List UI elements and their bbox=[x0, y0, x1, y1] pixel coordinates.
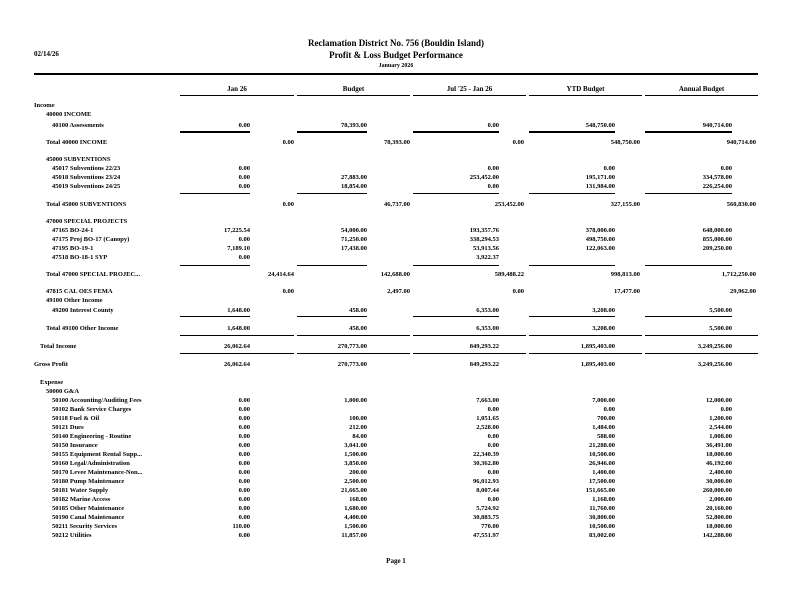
table-row bbox=[0, 173, 792, 182]
row-label: 49100 Other Income bbox=[46, 297, 103, 304]
subtotal-rule bbox=[645, 193, 732, 194]
cell-value: 0.00 bbox=[487, 496, 499, 503]
row-label: 50121 Dues bbox=[52, 424, 84, 431]
cell-value: 11,760.00 bbox=[589, 505, 615, 512]
table-row bbox=[0, 101, 792, 110]
cell-value: 17,438.00 bbox=[341, 245, 367, 252]
cell-value: 1,500.00 bbox=[344, 523, 367, 530]
cell-value: 0.00 bbox=[238, 514, 250, 521]
row-label: 50181 Water Supply bbox=[52, 487, 109, 494]
cell-value: 334,578.00 bbox=[702, 174, 732, 181]
cell-value: 7,189.10 bbox=[227, 245, 250, 252]
cell-value: 0.00 bbox=[282, 288, 294, 295]
cell-value: 0.00 bbox=[238, 236, 250, 243]
row-label: 40100 Assessments bbox=[52, 122, 104, 129]
table-row bbox=[0, 414, 792, 423]
cell-value: 46,192.00 bbox=[706, 460, 732, 467]
cell-value: 78,393.00 bbox=[384, 139, 410, 146]
cell-value: 18,854.00 bbox=[341, 183, 367, 190]
row-label: 47195 BO-19-1 bbox=[52, 245, 94, 252]
column-header: Jan 26 bbox=[227, 85, 247, 93]
cell-value: 46,737.00 bbox=[384, 201, 410, 208]
subtotal-rule bbox=[645, 265, 732, 266]
table-row bbox=[0, 468, 792, 477]
cell-value: 270,773.00 bbox=[337, 361, 367, 368]
cell-value: 47,551.97 bbox=[473, 532, 499, 539]
subtotal-rule bbox=[529, 335, 642, 336]
cell-value: 30,000.00 bbox=[706, 478, 732, 485]
cell-value: 0.00 bbox=[487, 406, 499, 413]
report-period: January 2026 bbox=[378, 63, 414, 69]
cell-value: 0.00 bbox=[238, 469, 250, 476]
subtotal-rule bbox=[297, 335, 410, 336]
table-row bbox=[0, 217, 792, 226]
cell-value: 0.00 bbox=[238, 532, 250, 539]
cell-value: 378,000.00 bbox=[585, 227, 615, 234]
cell-value: 8,007.44 bbox=[476, 487, 499, 494]
cell-value: 0.00 bbox=[282, 139, 294, 146]
table-row bbox=[0, 324, 792, 333]
column-header-underline bbox=[645, 95, 758, 96]
row-label: Total 47000 SPECIAL PROJEC... bbox=[46, 271, 141, 278]
cell-value: 1,895,403.00 bbox=[580, 343, 615, 350]
cell-value: 10,500.00 bbox=[589, 523, 615, 530]
cell-value: 36,491.00 bbox=[706, 442, 732, 449]
cell-value: 3,850.00 bbox=[344, 460, 367, 467]
cell-value: 151,665.00 bbox=[585, 487, 615, 494]
cell-value: 1,400.00 bbox=[592, 469, 615, 476]
table-row bbox=[0, 504, 792, 513]
row-label: 50212 Utilities bbox=[52, 532, 92, 539]
table-row bbox=[0, 270, 792, 279]
cell-value: 0.00 bbox=[238, 505, 250, 512]
subtotal-rule bbox=[413, 316, 499, 317]
subtotal-rule bbox=[297, 265, 367, 266]
table-row bbox=[0, 296, 792, 305]
cell-value: 7,000.00 bbox=[592, 397, 615, 404]
table-row bbox=[0, 244, 792, 253]
cell-value: 142,688.00 bbox=[380, 271, 410, 278]
table-row bbox=[0, 423, 792, 432]
cell-value: 2,500.00 bbox=[344, 478, 367, 485]
cell-value: 27,883.00 bbox=[341, 174, 367, 181]
subtotal-rule bbox=[645, 316, 732, 317]
cell-value: 0.00 bbox=[720, 406, 732, 413]
cell-value: 0.00 bbox=[238, 397, 250, 404]
cell-value: 1,168.00 bbox=[592, 496, 615, 503]
subtotal-rule bbox=[413, 265, 499, 266]
subtotal-rule bbox=[529, 131, 615, 133]
row-label: 50150 Insurance bbox=[52, 442, 98, 449]
column-header: Annual Budget bbox=[678, 85, 725, 93]
table-row bbox=[0, 405, 792, 414]
table-row bbox=[0, 450, 792, 459]
cell-value: 17,225.54 bbox=[224, 227, 250, 234]
cell-value: 0.00 bbox=[487, 433, 499, 440]
cell-value: 22,340.39 bbox=[473, 451, 499, 458]
cell-value: 0.00 bbox=[512, 288, 524, 295]
cell-value: 0.00 bbox=[487, 165, 499, 172]
cell-value: 17,500.00 bbox=[589, 478, 615, 485]
cell-value: 0.00 bbox=[487, 469, 499, 476]
cell-value: 122,063.00 bbox=[585, 245, 615, 252]
cell-value: 10,500.00 bbox=[589, 451, 615, 458]
subtotal-rule bbox=[413, 131, 499, 133]
cell-value: 700.00 bbox=[597, 415, 615, 422]
cell-value: 110.00 bbox=[232, 523, 250, 530]
cell-value: 0.00 bbox=[238, 424, 250, 431]
row-label: Total Income bbox=[40, 343, 77, 350]
table-row bbox=[0, 378, 792, 387]
cell-value: 998,813.00 bbox=[610, 271, 640, 278]
column-header-underline bbox=[413, 95, 526, 96]
column-header: YTD Budget bbox=[566, 85, 605, 93]
cell-value: 0.00 bbox=[238, 496, 250, 503]
row-label: 45018 Subventions 23/24 bbox=[52, 174, 121, 181]
cell-value: 0.00 bbox=[487, 183, 499, 190]
column-header: Jul '25 - Jan 26 bbox=[446, 85, 493, 93]
cell-value: 849,293.22 bbox=[469, 361, 499, 368]
subtotal-rule bbox=[180, 131, 250, 133]
cell-value: 84.00 bbox=[352, 433, 367, 440]
subtotal-rule bbox=[297, 193, 367, 194]
subtotal-rule bbox=[413, 353, 526, 354]
table-row bbox=[0, 155, 792, 164]
row-label: 50211 Security Services bbox=[52, 523, 117, 530]
cell-value: 5,724.92 bbox=[476, 505, 499, 512]
cell-value: 0.00 bbox=[238, 415, 250, 422]
cell-value: 458.00 bbox=[349, 325, 367, 332]
cell-value: 195,171.00 bbox=[585, 174, 615, 181]
cell-value: 0.00 bbox=[238, 183, 250, 190]
table-row bbox=[0, 200, 792, 209]
row-label: 50180 Pump Maintenance bbox=[52, 478, 125, 485]
row-label: Total 40000 INCOME bbox=[46, 139, 108, 146]
cell-value: 0.00 bbox=[238, 254, 250, 261]
row-label: 47165 BO-24-1 bbox=[52, 227, 94, 234]
report-date: 02/14/26 bbox=[34, 50, 59, 58]
cell-value: 1,648.00 bbox=[227, 325, 250, 332]
cell-value: 21,665.00 bbox=[341, 487, 367, 494]
cell-value: 770.00 bbox=[481, 523, 499, 530]
subtotal-rule bbox=[413, 193, 499, 194]
cell-value: 940,714.00 bbox=[726, 139, 756, 146]
cell-value: 3,208.00 bbox=[592, 325, 615, 332]
cell-value: 0.00 bbox=[238, 174, 250, 181]
cell-value: 849,293.22 bbox=[469, 343, 499, 350]
subtotal-rule bbox=[645, 353, 758, 354]
cell-value: 0.00 bbox=[238, 165, 250, 172]
cell-value: 253,452.00 bbox=[469, 174, 499, 181]
cell-value: 548,750.00 bbox=[585, 122, 615, 129]
subtotal-rule bbox=[297, 353, 410, 354]
cell-value: 26,062.64 bbox=[224, 361, 250, 368]
cell-value: 29,962.00 bbox=[730, 288, 756, 295]
cell-value: 30,800.00 bbox=[589, 514, 615, 521]
table-row bbox=[0, 495, 792, 504]
cell-value: 648,000.00 bbox=[702, 227, 732, 234]
subtotal-rule bbox=[180, 265, 250, 266]
cell-value: 338,294.53 bbox=[469, 236, 499, 243]
row-label: Gross Profit bbox=[34, 361, 68, 368]
subtotal-rule bbox=[180, 193, 250, 194]
row-label: 47175 Proj BO-17 (Canopy) bbox=[52, 236, 130, 243]
cell-value: 0.00 bbox=[238, 451, 250, 458]
cell-value: 458.00 bbox=[349, 307, 367, 314]
row-label: 50170 Levee Maintenance-Non... bbox=[52, 469, 143, 476]
table-row bbox=[0, 182, 792, 191]
cell-value: 2,400.00 bbox=[709, 469, 732, 476]
cell-value: 3,249,256.00 bbox=[697, 361, 732, 368]
cell-value: 96,012.93 bbox=[473, 478, 499, 485]
report-subtitle: Profit & Loss Budget Performance bbox=[329, 50, 463, 60]
page-number: Page 1 bbox=[386, 557, 406, 565]
cell-value: 0.00 bbox=[603, 406, 615, 413]
cell-value: 1,484.00 bbox=[592, 424, 615, 431]
table-row bbox=[0, 226, 792, 235]
cell-value: 52,800.00 bbox=[706, 514, 732, 521]
cell-value: 5,500.00 bbox=[709, 325, 732, 332]
cell-value: 0.00 bbox=[238, 460, 250, 467]
cell-value: 21,288.00 bbox=[589, 442, 615, 449]
table-row bbox=[0, 360, 792, 369]
cell-value: 940,714.00 bbox=[702, 122, 732, 129]
subtotal-rule bbox=[180, 316, 250, 317]
cell-value: 0.00 bbox=[487, 442, 499, 449]
cell-value: 83,002.00 bbox=[589, 532, 615, 539]
cell-value: 200.00 bbox=[349, 469, 367, 476]
cell-value: 0.00 bbox=[512, 139, 524, 146]
subtotal-rule bbox=[645, 335, 758, 336]
cell-value: 2,528.00 bbox=[476, 424, 499, 431]
cell-value: 26,946.00 bbox=[589, 460, 615, 467]
row-label: 50190 Canal Maintenance bbox=[52, 514, 125, 521]
cell-value: 1,648.00 bbox=[227, 307, 250, 314]
cell-value: 193,357.76 bbox=[469, 227, 499, 234]
table-row bbox=[0, 235, 792, 244]
cell-value: 30,883.75 bbox=[473, 514, 499, 521]
subtotal-rule bbox=[297, 316, 367, 317]
row-label: 45017 Subventions 22/23 bbox=[52, 165, 121, 172]
cell-value: 26,062.64 bbox=[224, 343, 250, 350]
row-label: 47815 CAL OES FEMA bbox=[46, 288, 113, 295]
column-header-underline bbox=[180, 95, 294, 96]
cell-value: 3,249,256.00 bbox=[697, 343, 732, 350]
subtotal-rule bbox=[529, 353, 642, 354]
cell-value: 3,208.00 bbox=[592, 307, 615, 314]
cell-value: 4,400.00 bbox=[344, 514, 367, 521]
table-row bbox=[0, 486, 792, 495]
cell-value: 17,477.00 bbox=[614, 288, 640, 295]
cell-value: 20,160.00 bbox=[706, 505, 732, 512]
cell-value: 71,250.00 bbox=[341, 236, 367, 243]
cell-value: 0.00 bbox=[720, 165, 732, 172]
cell-value: 2,000.00 bbox=[709, 496, 732, 503]
table-row bbox=[0, 342, 792, 351]
row-label: Expense bbox=[40, 379, 64, 386]
cell-value: 588.00 bbox=[597, 433, 615, 440]
table-row bbox=[0, 306, 792, 315]
table-row bbox=[0, 121, 792, 130]
header-divider bbox=[34, 73, 758, 75]
cell-value: 0.00 bbox=[238, 433, 250, 440]
table-row bbox=[0, 253, 792, 262]
column-header: Budget bbox=[342, 85, 365, 93]
row-label: Income bbox=[34, 102, 55, 109]
cell-value: 30,362.80 bbox=[473, 460, 499, 467]
cell-value: 212.00 bbox=[349, 424, 367, 431]
table-row bbox=[0, 138, 792, 147]
cell-value: 270,773.00 bbox=[337, 343, 367, 350]
table-row bbox=[0, 531, 792, 540]
cell-value: 2,497.00 bbox=[387, 288, 410, 295]
row-label: 45019 Subventions 24/25 bbox=[52, 183, 121, 190]
cell-value: 209,250.00 bbox=[702, 245, 732, 252]
row-label: Total 45000 SUBVENTIONS bbox=[46, 201, 127, 208]
cell-value: 226,254.00 bbox=[702, 183, 732, 190]
cell-value: 1,500.00 bbox=[344, 451, 367, 458]
cell-value: 327,155.00 bbox=[610, 201, 640, 208]
cell-value: 53,913.56 bbox=[473, 245, 499, 252]
cell-value: 2,544.00 bbox=[709, 424, 732, 431]
cell-value: 3,922.37 bbox=[476, 254, 499, 261]
row-label: 50102 Bank Service Charges bbox=[52, 406, 132, 413]
cell-value: 78,393.00 bbox=[341, 122, 367, 129]
row-label: Total 49100 Other Income bbox=[46, 325, 119, 332]
subtotal-rule bbox=[413, 335, 526, 336]
table-row bbox=[0, 441, 792, 450]
cell-value: 253,452.00 bbox=[494, 201, 524, 208]
cell-value: 560,830.00 bbox=[726, 201, 756, 208]
cell-value: 54,000.00 bbox=[341, 227, 367, 234]
table-row bbox=[0, 396, 792, 405]
cell-value: 100.00 bbox=[349, 415, 367, 422]
subtotal-rule bbox=[529, 265, 615, 266]
cell-value: 7,663.00 bbox=[476, 397, 499, 404]
cell-value: 5,500.00 bbox=[709, 307, 732, 314]
cell-value: 0.00 bbox=[238, 478, 250, 485]
cell-value: 0.00 bbox=[238, 442, 250, 449]
cell-value: 1,008.00 bbox=[709, 433, 732, 440]
row-label: 40000 INCOME bbox=[46, 111, 92, 118]
cell-value: 18,000.00 bbox=[706, 523, 732, 530]
row-label: 50100 Accounting/Auditing Fees bbox=[52, 397, 142, 404]
row-label: 50000 G&A bbox=[46, 388, 80, 395]
cell-value: 1,200.00 bbox=[709, 415, 732, 422]
cell-value: 12,000.00 bbox=[706, 397, 732, 404]
table-row bbox=[0, 459, 792, 468]
subtotal-rule bbox=[180, 353, 294, 354]
row-label: 47518 BO-18-1 SYP bbox=[52, 254, 108, 261]
table-row bbox=[0, 287, 792, 296]
table-row bbox=[0, 522, 792, 531]
row-label: 50160 Legal/Administration bbox=[52, 460, 130, 467]
row-label: 47000 SPECIAL PROJECTS bbox=[46, 218, 128, 225]
cell-value: 0.00 bbox=[238, 122, 250, 129]
table-row bbox=[0, 387, 792, 396]
cell-value: 260,000.00 bbox=[702, 487, 732, 494]
cell-value: 0.00 bbox=[487, 122, 499, 129]
cell-value: 11,857.00 bbox=[341, 532, 367, 539]
subtotal-rule bbox=[645, 131, 732, 133]
table-row bbox=[0, 110, 792, 119]
cell-value: 24,414.64 bbox=[268, 271, 294, 278]
cell-value: 589,488.22 bbox=[494, 271, 524, 278]
cell-value: 1,895,403.00 bbox=[580, 361, 615, 368]
cell-value: 0.00 bbox=[603, 165, 615, 172]
cell-value: 1,051.65 bbox=[476, 415, 499, 422]
subtotal-rule bbox=[529, 193, 615, 194]
cell-value: 142,288.00 bbox=[702, 532, 732, 539]
cell-value: 0.00 bbox=[238, 487, 250, 494]
subtotal-rule bbox=[297, 131, 367, 133]
table-row bbox=[0, 513, 792, 522]
cell-value: 0.00 bbox=[238, 406, 250, 413]
cell-value: 498,750.00 bbox=[585, 236, 615, 243]
cell-value: 131,984.00 bbox=[585, 183, 615, 190]
table-row bbox=[0, 432, 792, 441]
row-label: 50182 Marine Access bbox=[52, 496, 111, 503]
subtotal-rule bbox=[180, 335, 294, 336]
table-row bbox=[0, 164, 792, 173]
cell-value: 6,353.00 bbox=[476, 325, 499, 332]
column-header-underline bbox=[297, 95, 410, 96]
column-header-underline bbox=[529, 95, 642, 96]
row-label: 50140 Engineering - Routine bbox=[52, 433, 132, 440]
report-title: Reclamation District No. 756 (Bouldin Island) bbox=[307, 38, 484, 48]
cell-value: 855,000.00 bbox=[702, 236, 732, 243]
row-label: 49200 Interest County bbox=[52, 307, 114, 314]
row-label: 50155 Equipment Rental Supp... bbox=[52, 451, 142, 458]
cell-value: 1,712,250.00 bbox=[721, 271, 756, 278]
subtotal-rule bbox=[529, 316, 615, 317]
cell-value: 548,750.00 bbox=[610, 139, 640, 146]
table-row bbox=[0, 477, 792, 486]
cell-value: 1,000.00 bbox=[344, 397, 367, 404]
cell-value: 18,000.00 bbox=[706, 451, 732, 458]
cell-value: 6,353.00 bbox=[476, 307, 499, 314]
cell-value: 168.00 bbox=[349, 496, 367, 503]
cell-value: 1,680.00 bbox=[344, 505, 367, 512]
row-label: 50185 Other Maintenance bbox=[52, 505, 125, 512]
row-label: 45000 SUBVENTIONS bbox=[46, 156, 111, 163]
cell-value: 0.00 bbox=[282, 201, 294, 208]
row-label: 50118 Fuel & Oil bbox=[52, 415, 100, 422]
cell-value: 3,041.00 bbox=[344, 442, 367, 449]
